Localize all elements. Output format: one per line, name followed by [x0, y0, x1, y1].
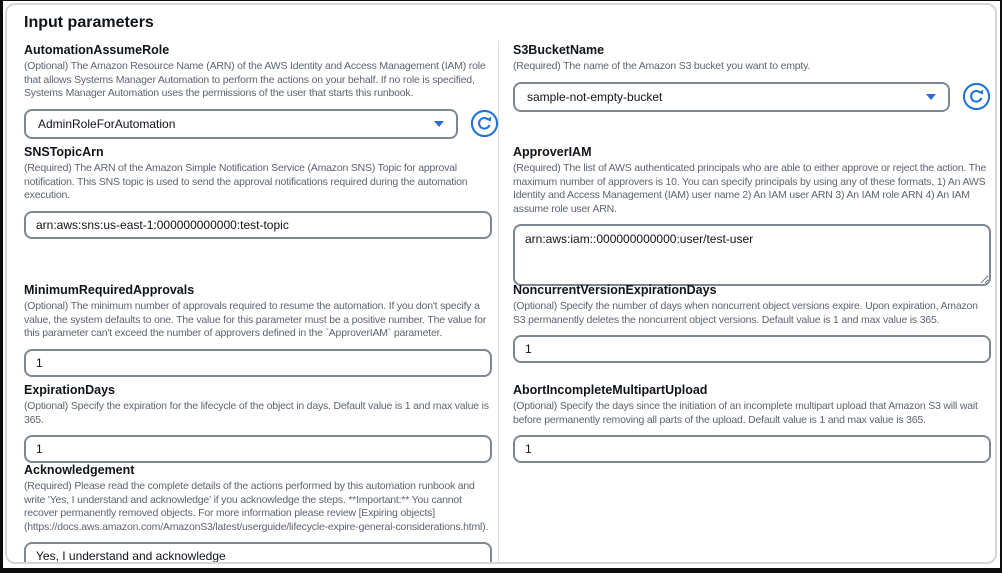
minimum-required-approvals-input[interactable] [24, 349, 492, 377]
refresh-icon [470, 109, 499, 138]
field-noncurrent-version-expiration-days [498, 281, 997, 381]
field-description: (Optional) Specify the expiration for the lifecycle of the object in days. Default value is 1 and max value is 365. [24, 400, 489, 426]
approver-iam-textarea[interactable] [513, 224, 991, 286]
field-s3-bucket-name [498, 41, 997, 143]
automation-assume-role-select[interactable] [24, 109, 458, 139]
field-description: (Required) Please read the complete details of the actions performed by this automation runbook and write 'Yes, I understand and acknowledge' if you acknowledge the steps. **Important:** You cannot recover permanently removed objects. For more information please review [Expiring objects] (https://docs.aws.amazon.com/AmazonS3/latest/userguide/lifecycle-expire-general-considerations.html). [24, 480, 489, 533]
refresh-icon [962, 82, 991, 111]
field-label: AutomationAssumeRole [24, 43, 170, 57]
refresh-s3-bucket-name-button[interactable] [961, 82, 991, 112]
select-value: AdminRoleForAutomation [38, 116, 176, 131]
field-label: ExpirationDays [24, 383, 116, 397]
field-acknowledgement [7, 461, 498, 564]
abort-incomplete-multipart-upload-input[interactable] [513, 435, 991, 463]
page-title: Input parameters [24, 14, 154, 31]
empty-cell [498, 461, 997, 564]
field-sns-topic-arn [7, 143, 498, 281]
select-value: sample-not-empty-bucket [527, 89, 663, 104]
field-label: AbortIncompleteMultipartUpload [513, 383, 708, 397]
refresh-automation-assume-role-button[interactable] [469, 109, 499, 139]
field-description: (Optional) Specify the number of days when noncurrent object versions expire. Upon expiration, Amazon S3 permanently deletes the noncurrent object versions. Default value is 1 and max value is 365. [513, 300, 978, 326]
field-label: NoncurrentVersionExpirationDays [513, 283, 717, 297]
field-minimum-required-approvals [7, 281, 498, 381]
field-label: MinimumRequiredApprovals [24, 283, 195, 297]
parameters-grid [7, 41, 995, 562]
field-label: Acknowledgement [24, 463, 135, 477]
field-description: (Optional) The Amazon Resource Name (ARN) of the AWS Identity and Access Management (IAM) role that allows Systems Manager Automation to perform the actions on your behalf. If no role is specified, Systems Manager Automation uses the permissions of the user that starts this runbook. [24, 60, 486, 99]
field-automation-assume-role [7, 41, 498, 143]
field-description: (Required) The ARN of the Amazon Simple Notification Service (Amazon SNS) Topic for approval notification. This SNS topic is used to send the approval notifications required during the automation execution. [24, 162, 468, 201]
sns-topic-arn-input[interactable] [24, 211, 492, 239]
field-description: (Optional) The minimum number of approvals required to resume the automation. If you don't specify a value, the system defaults to one. The value for this parameter must be a positive number. The value for this parameter can't exceed the number of approvers defined in the `ApproverIAM` parameter. [24, 300, 487, 339]
field-description: (Required) The list of AWS authenticated principals who are able to either approve or reject the action. The maximum number of approvers is 10. You can specify principals by using any of these formats, 1) An AWS Identity and Access Management (IAM) user name 2) An IAM user ARN 3) An IAM role ARN 4) An IAM assume role user ARN. [513, 162, 987, 215]
acknowledgement-input[interactable] [24, 542, 492, 564]
chevron-down-icon [434, 121, 444, 127]
field-description: (Required) The name of the Amazon S3 bucket you want to empty. [513, 60, 811, 72]
field-label: ApproverIAM [513, 145, 592, 159]
chevron-down-icon [926, 94, 936, 100]
noncurrent-version-expiration-days-input[interactable] [513, 335, 991, 363]
field-label: SNSTopicArn [24, 145, 104, 159]
expiration-days-input[interactable] [24, 435, 492, 463]
input-parameters-panel [5, 3, 997, 564]
field-description: (Optional) Specify the days since the initiation of an incomplete multipart upload that Amazon S3 will wait before permanently removing all parts of the upload. Default value is 1 and max value is 365. [513, 400, 978, 426]
field-expiration-days [7, 381, 498, 461]
s3-bucket-name-select[interactable] [513, 82, 950, 112]
field-approver-iam [498, 143, 997, 281]
field-label: S3BucketName [513, 43, 605, 57]
field-abort-incomplete-multipart-upload [498, 381, 997, 461]
